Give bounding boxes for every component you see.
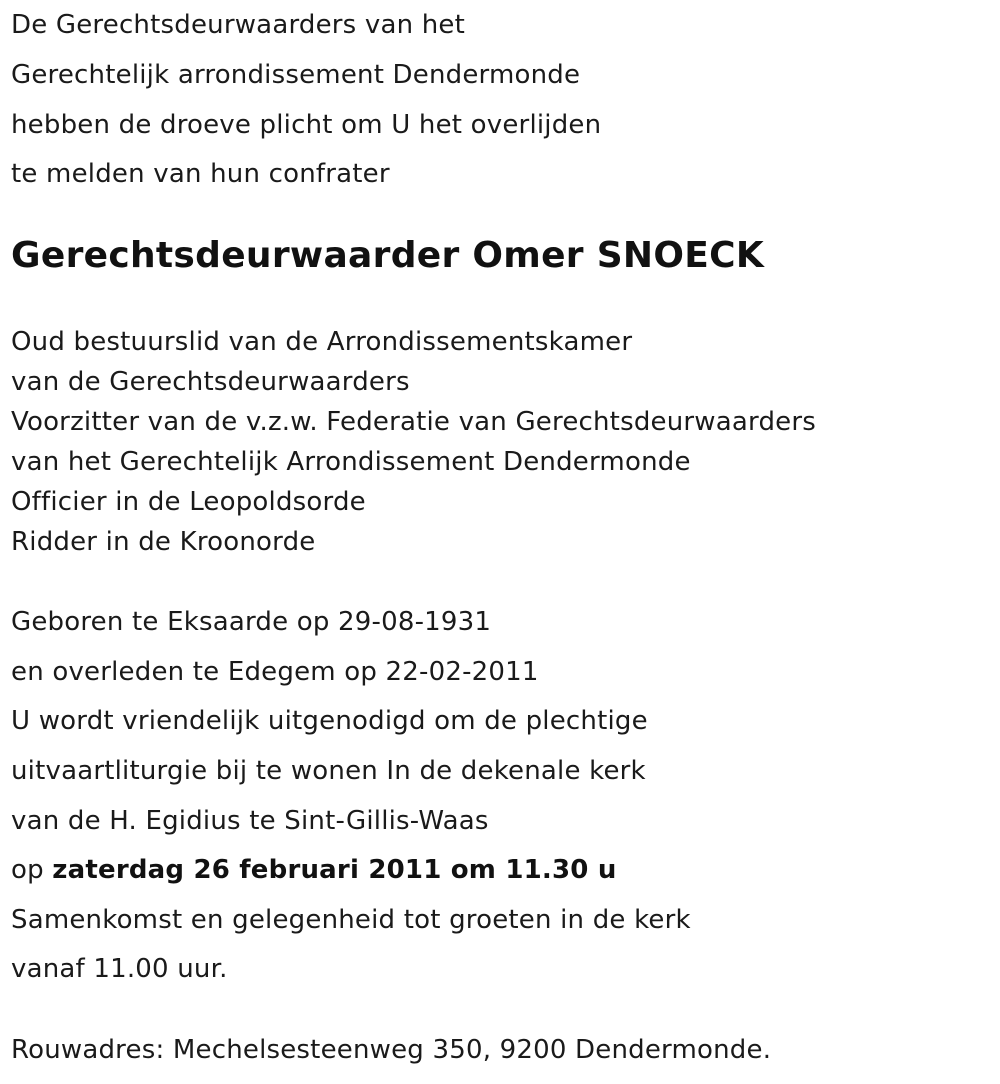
honorary-title-5: Officier in de Leopoldsorde	[11, 487, 366, 517]
deceased-name-heading: Gerechtsdeurwaarder Omer SNOECK	[11, 235, 765, 276]
intro-line-3: hebben de droeve plicht om U het overlijden	[11, 110, 602, 140]
intro-line-4: te melden van hun confrater	[11, 159, 390, 189]
funeral-date: zaterdag 26 februari 2011 om 11.30 u	[52, 855, 617, 885]
funeral-date-prefix: op	[11, 855, 53, 885]
funeral-date-line	[11, 855, 617, 885]
mourning-address: Rouwadres: Mechelsesteenweg 350, 9200 Dendermonde.	[11, 1035, 772, 1065]
honorary-title-2: van de Gerechtsdeurwaarders	[11, 367, 410, 397]
invitation-line-2: uitvaartliturgie bij te wonen In de dekenale kerk	[11, 756, 646, 786]
death-line: en overleden te Edegem op 22-02-2011	[11, 657, 539, 687]
invitation-line-1: U wordt vriendelijk uitgenodigd om de plechtige	[11, 706, 648, 736]
honorary-title-6: Ridder in de Kroonorde	[11, 527, 316, 557]
obituary-notice	[11, 0, 1000, 1084]
intro-line-2: Gerechtelijk arrondissement Dendermonde	[11, 60, 581, 90]
gathering-line-2: vanaf 11.00 uur.	[11, 954, 228, 984]
honorary-title-4: van het Gerechtelijk Arrondissement Dendermonde	[11, 447, 691, 477]
intro-line-1: De Gerechtsdeurwaarders van het	[11, 10, 466, 40]
honorary-title-1: Oud bestuurslid van de Arrondissementskamer	[11, 327, 633, 357]
honorary-title-3: Voorzitter van de v.z.w. Federatie van Gerechtsdeurwaarders	[11, 407, 816, 437]
invitation-line-3: van de H. Egidius te Sint-Gillis-Waas	[11, 806, 489, 836]
gathering-line-1: Samenkomst en gelegenheid tot groeten in de kerk	[11, 905, 691, 935]
birth-line: Geboren te Eksaarde op 29-08-1931	[11, 607, 492, 637]
